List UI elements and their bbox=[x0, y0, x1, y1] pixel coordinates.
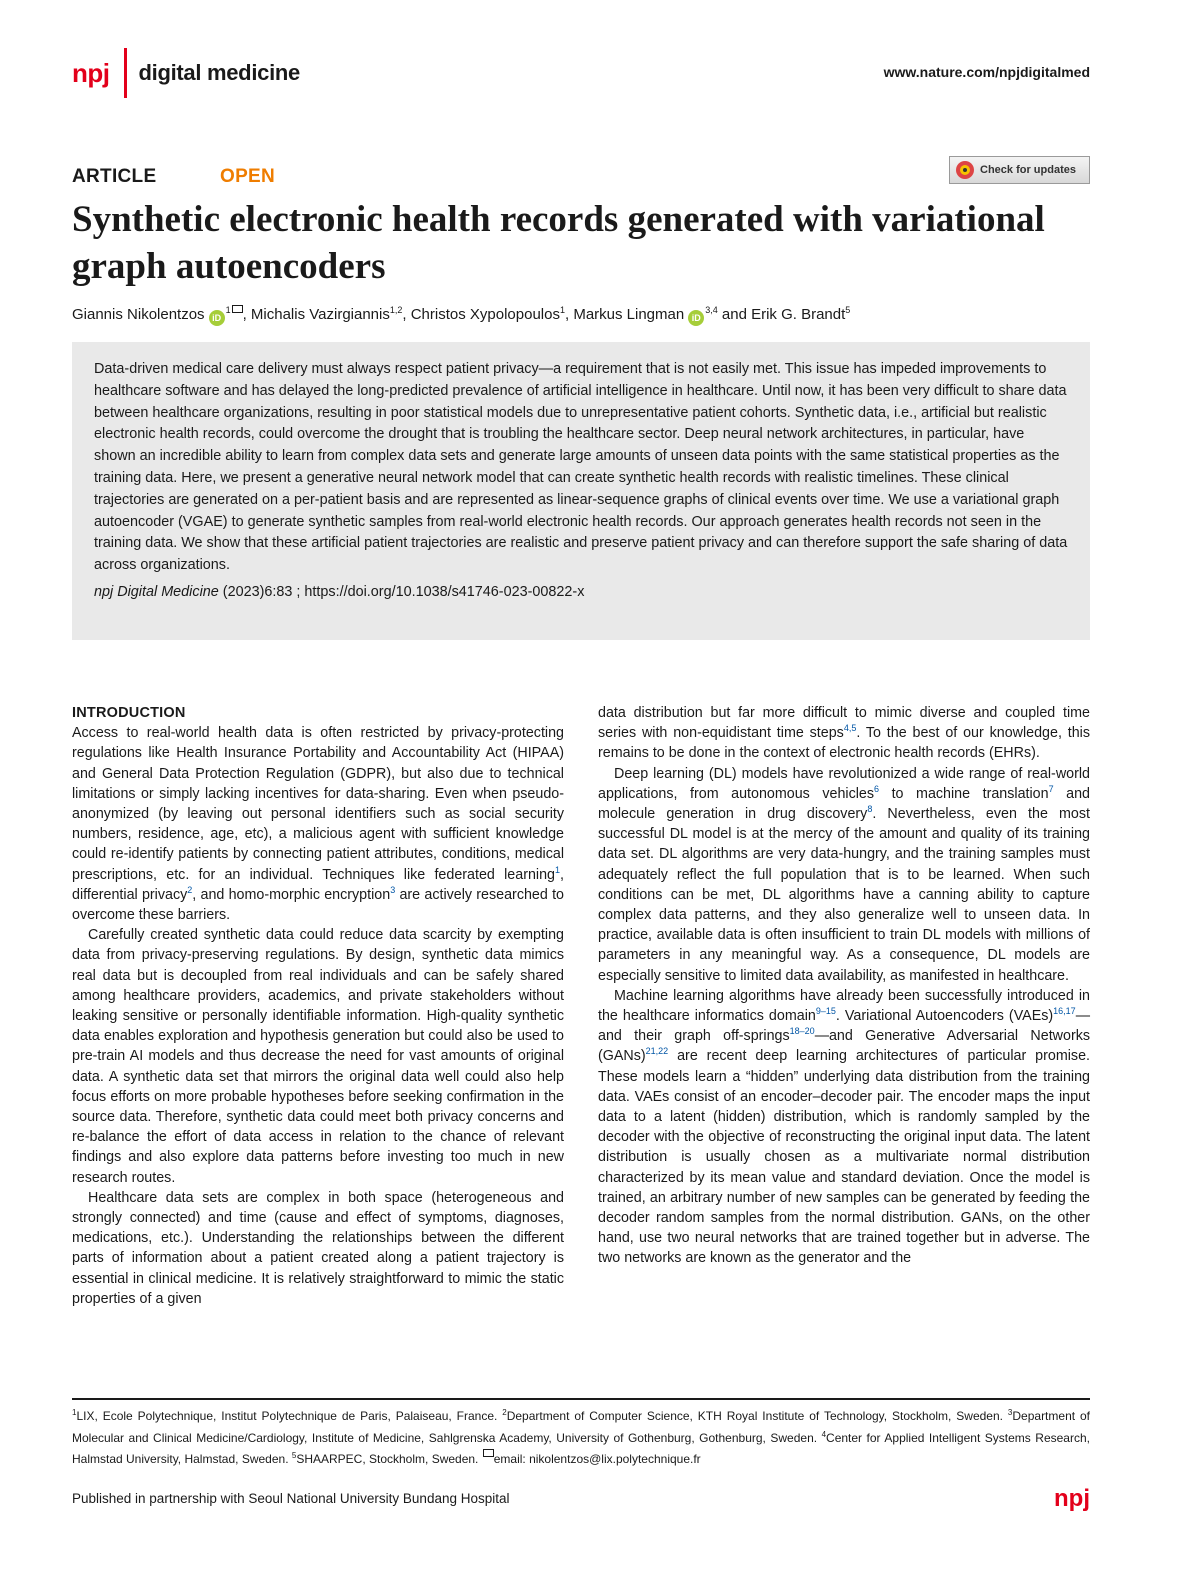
paragraph bbox=[72, 723, 564, 925]
reference-link[interactable]: 1 bbox=[555, 864, 561, 875]
right-column bbox=[598, 703, 1090, 1269]
author-name[interactable]: and Erik G. Brandt bbox=[717, 306, 846, 323]
section-heading-introduction: INTRODUCTION bbox=[72, 705, 186, 721]
author-name[interactable]: , Christos Xypolopoulos bbox=[402, 306, 560, 323]
left-column bbox=[72, 703, 564, 1309]
article-meta bbox=[72, 164, 1090, 194]
author-name[interactable]: , Markus Lingman bbox=[564, 306, 685, 323]
text-run: , differential privacy bbox=[72, 866, 564, 903]
affiliation-text: Center for Applied Intelligent Systems Research, Halmstad University, Halmstad, Sweden. bbox=[72, 1430, 1090, 1466]
text-run: data distribution but far more difficult to mimic diverse and coupled time series with non-equidistant time steps bbox=[598, 705, 1090, 742]
journal-name: digital medicine bbox=[138, 60, 300, 85]
open-access-label: OPEN bbox=[220, 166, 276, 187]
text-run: Deep learning (DL) models have revolutionized a wide range of real-world applications, from autonomous vehicles bbox=[598, 765, 1090, 802]
affiliation-number: 3 bbox=[1007, 1408, 1013, 1417]
citation-doi[interactable]: (2023)6:83 ; https://doi.org/10.1038/s41746-023-00822-x bbox=[218, 583, 585, 600]
citation-journal: npj Digital Medicine bbox=[94, 583, 219, 600]
paragraph bbox=[598, 764, 1090, 986]
affiliation-sup: 3,4 bbox=[705, 305, 718, 315]
logo-divider bbox=[124, 48, 127, 98]
paragraph: Carefully created synthetic data could reduce data scarcity by exempting data from privacy-preserving regulations. By design, synthetic data mimics real data but is decoupled from real individuals and can be safely shared among healthcare providers, academics, and private stakeholders without leaking sensitive or personally identifiable information. High-quality synthetic data enables exploration and hypothesis generation but could also be used to pre-train AI models and thus decrease the need for vast amounts of original data. A synthetic data set that mirrors the original data well could also help focus efforts on more probable hypotheses before seeking confirmation in the source data. Therefore, synthetic data could meet both privacy concerns and re-balance the effort of data access in relation to the chance of relevant findings and also explore data patterns before investing too much in new research routes. bbox=[72, 927, 564, 1186]
text-run: are actively researched to overcome these barriers. bbox=[72, 886, 564, 924]
text-run: Access to real-world health data is often restricted by privacy-protecting regulations like Health Insurance Portability and Accountability Act (HIPAA) and General Data Protection Regulation (GDPR), but also due to technical limitations or simply lacking incentives for data-sharing. Even when pseudo-anonymized (by leaving out personal identifiers such as social security numbers, residence, age, etc), a malicious agent with sufficient knowledge could re-identify patients by connecting patient attributes, conditions, medical prescriptions, etc. for an individual. Techniques like federated learning bbox=[72, 725, 564, 883]
paragraph: Healthcare data sets are complex in both space (heterogeneous and strongly connected) and time (cause and effect of symptoms, diagnoses, medications, etc.). Understanding the relationships between the different parts of information about a patient created along a patient trajectory is essential in clinical medicine. It is relatively straightforward to mimic the static properties of a given bbox=[72, 1189, 564, 1307]
affiliation-sup: 5 bbox=[845, 305, 851, 315]
email-icon bbox=[483, 1449, 494, 1457]
reference-link[interactable]: 6 bbox=[874, 783, 880, 794]
footnote-divider bbox=[72, 1398, 1090, 1400]
journal-url-link[interactable]: www.nature.com/npjdigitalmed bbox=[883, 64, 1090, 80]
check-for-updates-label: Check for updates bbox=[980, 164, 1076, 176]
citation-line bbox=[94, 581, 1068, 603]
check-for-updates-button[interactable] bbox=[949, 156, 1090, 184]
reference-link[interactable]: 2 bbox=[187, 884, 193, 895]
reference-link[interactable]: 16,17 bbox=[1053, 1006, 1076, 1017]
reference-link[interactable]: 18–20 bbox=[789, 1026, 815, 1037]
affiliation-text: SHAARPEC, Stockholm, Sweden. bbox=[296, 1452, 482, 1466]
affiliation-number: 2 bbox=[502, 1408, 507, 1417]
affiliation-sup: 1 bbox=[559, 305, 565, 315]
article-type-label: ARTICLE bbox=[72, 166, 157, 187]
text-run: . To the best of our knowledge, this remains to be done in the context of electronic health records (EHRs). bbox=[598, 725, 1090, 762]
reference-link[interactable]: 7 bbox=[1048, 783, 1054, 794]
affiliations-footnote bbox=[72, 1404, 1090, 1469]
abstract-text: Data-driven medical care delivery must always respect patient privacy—a requirement that is not easily met. This issue has impeded improvements to healthcare software and has delayed the long-predicted prevalence of artificial intelligence in healthcare. Until now, it has been very difficult to share data between healthcare organizations, resulting in poor statistical models due to unrepresentative patient cohorts. Synthetic data, i.e., artificial but realistic electronic health records, could overcome the drought that is troubling the healthcare sector. Deep neural network architectures, in particular, have shown an incredible ability to learn from complex data sets and generate large amounts of unseen data points with the same statistical properties as the training data. Here, we present a generative neural network model that can create synthetic health records with realistic timelines. These clinical trajectories are generated on a per-patient basis and are represented as linear-sequence graphs of clinical events over time. We use a variational graph autoencoder (VGAE) to generate synthetic samples from real-world electronic health records. Our approach generates health records not seen in the training data. We show that these artificial patient trajectories are realistic and preserve patient privacy and can therefore support the safe sharing of data across organizations. bbox=[94, 361, 1068, 574]
affiliation-text: Department of Molecular and Clinical Medicine/Cardiology, Institute of Medicine, Sahlgrenska Academy, University of Gothenburg, Gothenburg, Sweden. bbox=[72, 1409, 1090, 1445]
email-icon[interactable] bbox=[232, 305, 243, 313]
paragraph bbox=[598, 986, 1090, 1269]
text-run: are recent deep learning architectures of particular promise. These models learn a “hidden” underlying data distribution from the training data. VAEs consist of an encoder–decoder pair. The encoder maps the input data to a latent (hidden) distribution, which is randomly sampled by the decoder with the objective of reconstructing the original input data. The latent distribution is usually chosen as a multivariate normal distribution characterized by its mean value and standard deviation. Once the model is trained, an arbitrary number of new samples can be generated by feeding the decoder random samples from the normal distribution. GANs, on the other hand, use two neural networks that are trained together but in adverse. The two networks are known as the generator and the bbox=[598, 1048, 1090, 1267]
text-run: to machine translation bbox=[879, 785, 1049, 802]
affiliation-sup: 1,2 bbox=[389, 305, 403, 315]
affiliation-text: Department of Computer Science, KTH Royal Institute of Technology, Stockholm, Sweden. bbox=[506, 1409, 1008, 1423]
orcid-icon[interactable]: iD bbox=[688, 310, 704, 326]
text-run: —and their graph off-springs bbox=[598, 1008, 1090, 1045]
paragraph bbox=[598, 703, 1090, 764]
partnership-note: Published in partnership with Seoul National University Bundang Hospital bbox=[72, 1491, 510, 1506]
crossmark-icon bbox=[956, 161, 974, 179]
reference-link[interactable]: 21,22 bbox=[645, 1046, 669, 1057]
affiliation-number: 4 bbox=[821, 1429, 827, 1439]
reference-link[interactable]: 4,5 bbox=[843, 723, 857, 734]
journal-logo[interactable] bbox=[72, 48, 300, 98]
affiliation-number: 1 bbox=[72, 1408, 77, 1417]
text-run: —and Generative Adversarial Networks (GANs) bbox=[598, 1028, 1091, 1065]
text-run: . Variational Autoencoders (VAEs) bbox=[835, 1008, 1054, 1025]
author-list bbox=[72, 298, 1090, 327]
author-name[interactable]: , Michalis Vazirgiannis bbox=[242, 306, 390, 323]
orcid-icon[interactable]: iD bbox=[209, 310, 225, 326]
npj-footer-logo: npj bbox=[1054, 1485, 1090, 1512]
text-run: , and homo-morphic encryption bbox=[192, 886, 391, 903]
text-run: Machine learning algorithms have already been successfully introduced in the healthcare informatics domain bbox=[598, 987, 1090, 1025]
corresponding-email-link[interactable]: email: nikolentzos@lix.polytechnique.fr bbox=[493, 1452, 701, 1466]
reference-link[interactable]: 3 bbox=[390, 884, 396, 895]
affiliation-number: 5 bbox=[291, 1451, 297, 1460]
page-header bbox=[72, 46, 1090, 98]
abstract-box bbox=[72, 342, 1090, 640]
article-title: Synthetic electronic health records generated with variational graph autoencoders bbox=[72, 199, 1045, 287]
author-name[interactable]: Giannis Nikolentzos bbox=[72, 306, 205, 323]
affiliation-sup: 1 bbox=[225, 305, 231, 315]
reference-link[interactable]: 9–15 bbox=[815, 1006, 836, 1017]
page-footer bbox=[72, 1485, 1090, 1515]
npj-logo-text: npj bbox=[72, 57, 110, 88]
affiliation-text: LIX, Ecole Polytechnique, Institut Polytechnique de Paris, Palaiseau, France. bbox=[76, 1409, 503, 1423]
text-run: and molecule generation in drug discovery bbox=[598, 785, 1091, 823]
text-run: . Nevertheless, even the most successful DL model is at the mercy of the amount and quality of its training data set. DL algorithms are very data-hungry, and the training samples must adequately reflect the full population that is to be learned. When such conditions can be met, DL algorithms have a canning ability to capture complex data patterns, and they also generalize well to unseen data. In practice, available data is often insufficient to train DL models with millions of parameters in any meaningful way. As a consequence, DL models are especially sensitive to limited data availability, as manifested in healthcare. bbox=[598, 806, 1090, 984]
reference-link[interactable]: 8 bbox=[867, 804, 873, 815]
